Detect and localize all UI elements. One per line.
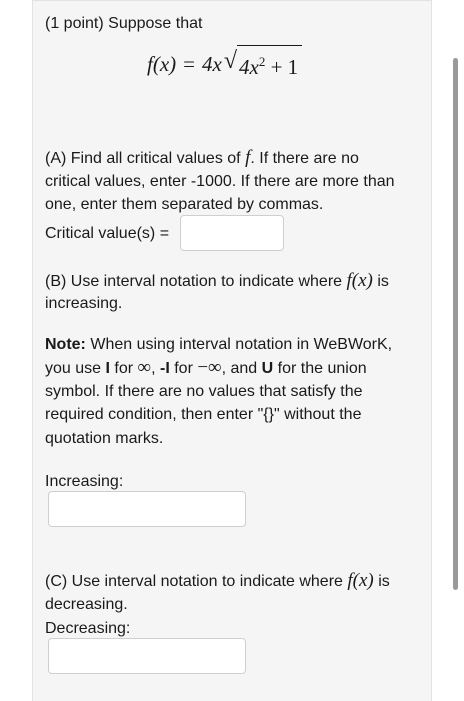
note-line1: Note: When using interval notation in WeBWorK, — [45, 336, 393, 353]
problem-header: (1 point) Suppose that — [45, 15, 203, 32]
formula-equals: = — [183, 52, 195, 76]
critical-values-label: Critical value(s) = — [45, 225, 170, 242]
partA-line2: critical values, enter -1000. If there are more than — [45, 173, 395, 190]
formula-coef: 4x — [202, 52, 222, 76]
note-line4: required condition, then enter "{}" without the — [45, 406, 362, 423]
partC-line2: decreasing. — [45, 596, 128, 613]
decreasing-label: Decreasing: — [45, 620, 131, 637]
increasing-label: Increasing: — [45, 473, 124, 490]
note-line2: you use I for ∞, -I for −∞, and U for the union — [45, 357, 367, 378]
function-formula — [147, 44, 302, 84]
note-line3: symbol. If there are no values that satisfy the — [45, 383, 363, 400]
partA-line1: (A) Find all critical values of f. If there are no — [45, 147, 359, 168]
radical-icon: √ — [223, 48, 237, 74]
partB-line2: increasing. — [45, 295, 123, 312]
partA-line3: one, enter them separated by commas. — [45, 196, 324, 213]
scrollbar[interactable] — [453, 58, 458, 590]
decreasing-input[interactable] — [48, 638, 246, 674]
note-line5: quotation marks. — [45, 430, 164, 447]
formula-sqrt — [224, 45, 302, 83]
partB-line1: (B) Use interval notation to indicate where f(x) is — [45, 270, 389, 291]
formula-lhs: f(x) — [147, 52, 177, 76]
increasing-input[interactable] — [48, 491, 246, 527]
formula-radicand: $4x^2 + 1$ — [237, 45, 302, 83]
partC-line1: (C) Use interval notation to indicate where f(x) is — [45, 570, 390, 591]
critical-values-input[interactable] — [180, 215, 284, 251]
